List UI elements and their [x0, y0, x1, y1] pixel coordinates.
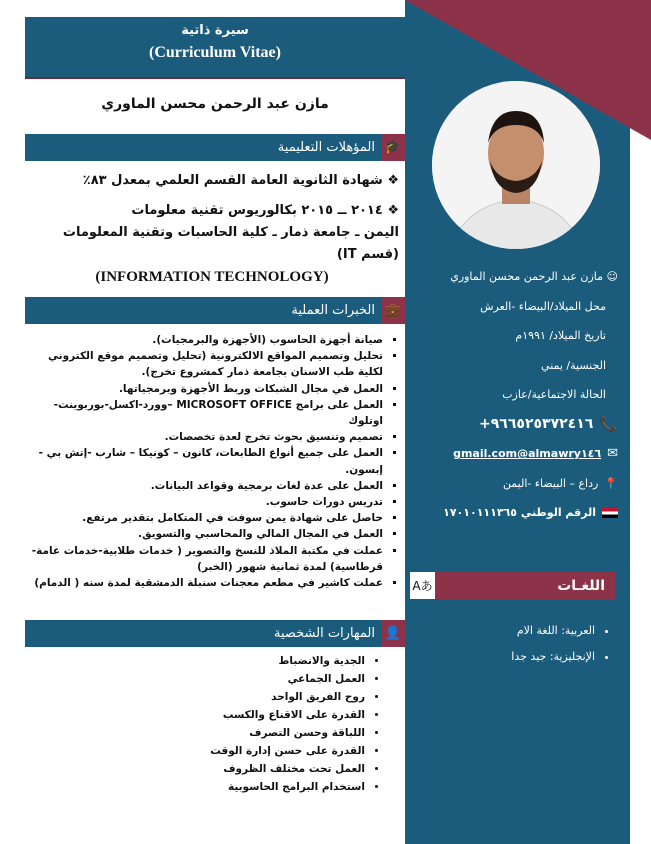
list-item: • استخدام البرامج الحاسوبية [200, 778, 365, 796]
cv-title-english: (Curriculum Vitae) [149, 44, 281, 61]
list-item: ▪ العمل في مجال الشبكات وربط الأجهزة وبرمجياتها. [25, 381, 383, 397]
experience-list [25, 332, 403, 591]
email-link[interactable]: almawry١٤٦@gmail.com [453, 447, 602, 461]
experience-title: الخبرات العملية [291, 303, 375, 318]
list-item: ▪ عملت كاشير في مطعم معجنات سنبلة الدمشقية لمدة سنه ( الدمام) [25, 575, 383, 591]
cv-title-box [25, 17, 405, 79]
education-item: ❖ شهادة الثانوية العامة القسم العلمي بمعدل ٨٣٪ [82, 173, 399, 188]
info-phone: +٩٦٦٥٢٥٣٧٢٤١٦ [479, 416, 594, 433]
list-item: • العمل تحت مختلف الظروف [200, 760, 365, 778]
cv-title-arabic: سيرة ذاتية [181, 23, 249, 38]
languages-list [410, 618, 615, 670]
languages-header [410, 572, 615, 599]
education-item: اليمن ـ جامعة ذمار ـ كلية الحاسبات وتقنية المعلومات (قسم IT) [62, 225, 399, 262]
skills-list [200, 652, 385, 796]
education-title: المؤهلات التعليمية [277, 140, 375, 155]
info-birthplace: محل الميلاد/البيضاء -العرش [480, 299, 606, 313]
briefcase-icon: 💼 [381, 297, 405, 324]
person-icon: 👤 [381, 620, 405, 647]
list-item: ▪ عملت في مكتبة الملاذ للنسخ والتصوير ( خدمات طلابية-خدمات عامة-قرطاسية) لمدة ثمانية شهور (الخبر) [25, 543, 383, 575]
list-item: • روح الفريق الواحد [200, 688, 365, 706]
envelope-icon: ✉ [607, 446, 618, 462]
education-section [25, 170, 405, 288]
skills-header [25, 620, 405, 647]
education-item: (INFORMATION TECHNOLOGY) [95, 269, 329, 285]
personal-info [410, 262, 620, 528]
list-item: • الإنجليزية: جيد جدا [410, 644, 595, 670]
list-item: • الجدية والانضباط [200, 652, 365, 670]
experience-header [25, 297, 405, 324]
info-address: رداع – البيضاء -اليمن [502, 476, 599, 490]
education-item: ❖ ٢٠١٤ ــ ٢٠١٥ بكالوريوس تقنية معلومات [131, 203, 399, 218]
skills-title: المهارات الشخصية [273, 626, 375, 641]
list-item: ▪ تدريس دورات حاسوب. [25, 494, 383, 510]
translate-icon: Aあ [410, 572, 435, 599]
location-pin-icon: 📍 [604, 476, 618, 490]
list-item: • القدرة على حسن إدارة الوقت [200, 742, 365, 760]
languages-title: اللغـات [435, 572, 615, 599]
list-item: • القدرة على الاقناع والكسب [200, 706, 365, 724]
info-name: ☺ مازن عبد الرحمن محسن الماوري [450, 270, 618, 284]
info-birthdate: تاريخ الميلاد/ ١٩٩١م [515, 329, 606, 343]
list-item: ▪ العمل على عدة لغات برمجية وقواعد البيانات. [25, 478, 383, 494]
list-item: ▪ حاصل على شهادة يمن سوفت في المتكامل بتقدير مرتفع. [25, 510, 383, 526]
profile-photo [432, 81, 600, 249]
graduation-cap-icon: 🎓 [381, 134, 405, 161]
list-item: • العربية: اللغة الام [410, 618, 595, 644]
list-item: ▪ تحليل وتصميم المواقع الالكترونية (تحليل وتصميم موقع الكتروني لكلية طب الاسنان بجامعة ذمار كمشروع تخرج). [25, 348, 383, 380]
list-item: ▪ العمل في المجال المالي والمحاسبي والتسويق. [25, 526, 383, 542]
candidate-name: مازن عبد الرحمن محسن الماوري [101, 96, 329, 112]
list-item: ▪ صيانة أجهزة الحاسوب (الأجهزة والبرمجيات). [25, 332, 383, 348]
phone-icon: 📞 [599, 415, 618, 434]
info-marital-status: الحالة الاجتماعية/عازب [502, 388, 606, 402]
list-item: ▪ العمل على برامج MICROSOFT OFFICE –وورد-اكسل-بوربوينت-اوتلوك [25, 397, 383, 429]
education-header [25, 134, 405, 161]
info-national-id: الرقم الوطني ١٧٠١٠١١١٣٦٥ [443, 506, 596, 520]
info-nationality: الجنسية/ يمني [541, 358, 606, 372]
yemen-flag-icon [602, 508, 618, 518]
list-item: ▪ تصميم وتنسيق بحوث تخرج لعدة تخصصات. [25, 429, 383, 445]
list-item: • اللباقة وحسن التصرف [200, 724, 365, 742]
list-item: ▪ العمل على جميع أنواع الطابعات، كانون – كونيكا – شارب -إتش بي - إبسون. [25, 445, 383, 477]
list-item: • العمل الجماعي [200, 670, 365, 688]
